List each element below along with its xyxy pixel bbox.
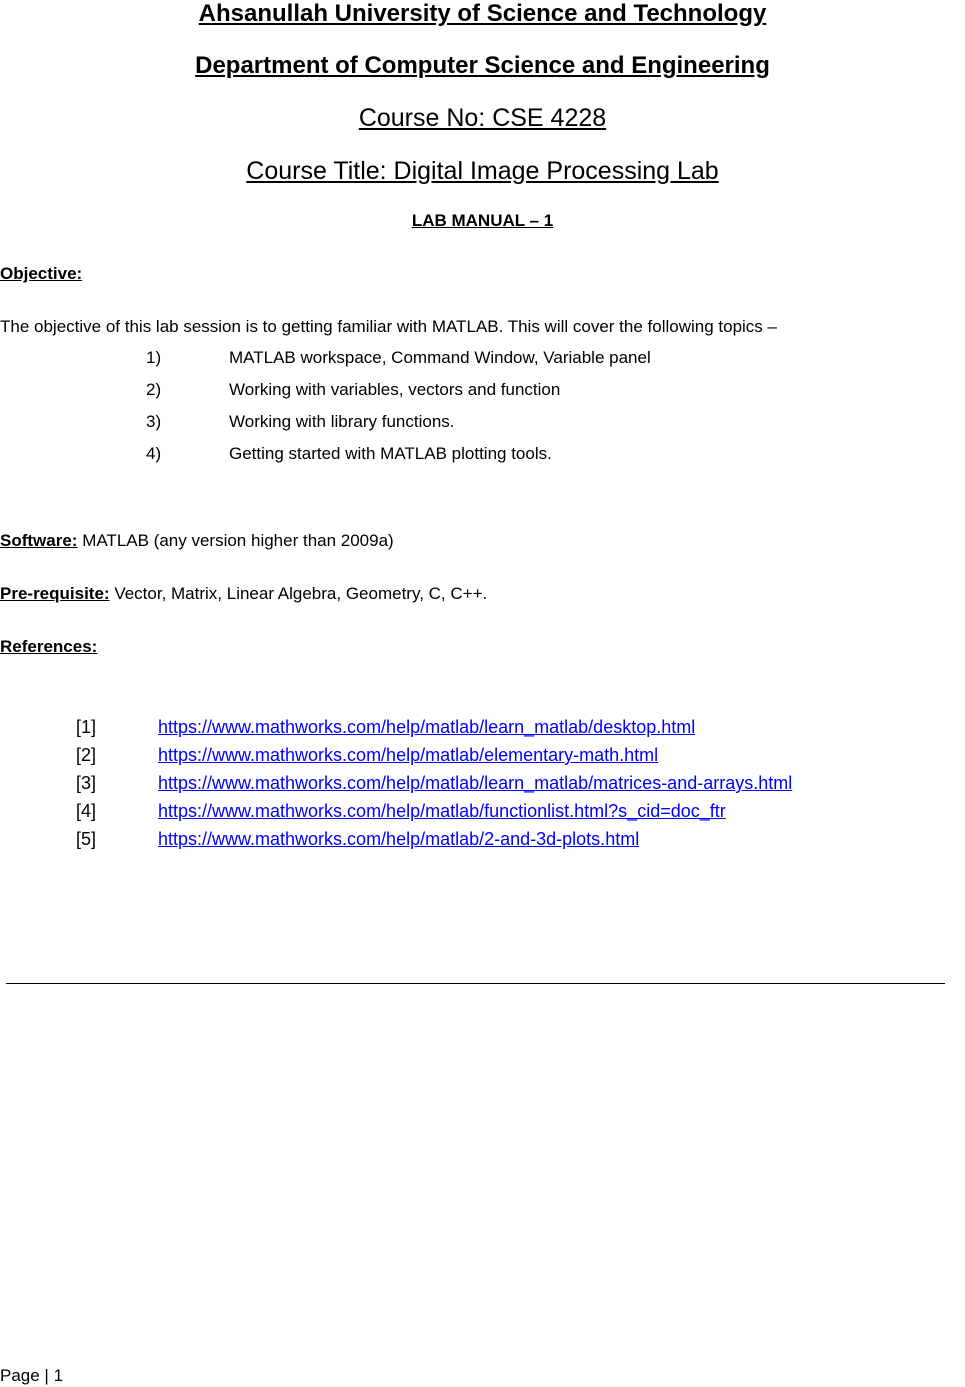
software-label: Software: — [0, 531, 78, 550]
topic-number: 1) — [146, 348, 162, 367]
topic-text: MATLAB workspace, Command Window, Variable panel — [229, 348, 651, 367]
reference-number: [5] — [76, 829, 97, 849]
course-number: Course No: CSE 4228 — [358, 104, 607, 132]
prerequisite-value: Vector, Matrix, Linear Algebra, Geometry, C, C++. — [109, 584, 488, 603]
page-number-footer: Page | 1 — [0, 1366, 64, 1385]
reference-item — [0, 716, 965, 740]
prerequisite-label: Pre-requisite: — [0, 584, 110, 603]
topic-text: Working with variables, vectors and function — [229, 380, 561, 399]
horizontal-separator — [6, 983, 945, 984]
university-title: Ahsanullah University of Science and Technology — [198, 0, 767, 27]
topic-text: Working with library functions. — [229, 412, 455, 431]
reference-item — [0, 744, 965, 768]
topic-item — [0, 380, 965, 402]
software-line — [0, 531, 394, 551]
software-value: MATLAB (any version higher than 2009a) — [77, 531, 394, 550]
references-heading: References: — [0, 637, 98, 656]
reference-number: [2] — [76, 745, 97, 765]
reference-item — [0, 828, 965, 852]
reference-number: [4] — [76, 801, 97, 821]
reference-item — [0, 800, 965, 824]
reference-item — [0, 772, 965, 796]
objective-text: The objective of this lab session is to getting familiar with MATLAB. This will cover the following topics – — [0, 317, 777, 336]
topic-item — [0, 348, 965, 370]
topic-number: 3) — [146, 412, 162, 431]
topic-item — [0, 444, 965, 466]
reference-link[interactable]: https://www.mathworks.com/help/matlab/elementary-math.html — [158, 745, 659, 765]
objective-heading: Objective: — [0, 264, 83, 283]
lab-manual-title: LAB MANUAL – 1 — [411, 211, 554, 230]
course-title: Course Title: Digital Image Processing Lab — [246, 157, 719, 185]
topic-number: 2) — [146, 380, 162, 399]
topic-number: 4) — [146, 444, 162, 463]
reference-number: [3] — [76, 773, 97, 793]
reference-link[interactable]: https://www.mathworks.com/help/matlab/2-and-3d-plots.html — [158, 829, 640, 849]
reference-link[interactable]: https://www.mathworks.com/help/matlab/learn_matlab/matrices-and-arrays.html — [158, 773, 793, 793]
prerequisite-line — [0, 584, 487, 604]
reference-link[interactable]: https://www.mathworks.com/help/matlab/functionlist.html?s_cid=doc_ftr — [158, 801, 726, 821]
topic-item — [0, 412, 965, 434]
topic-text: Getting started with MATLAB plotting tools. — [229, 444, 552, 463]
reference-number: [1] — [76, 717, 97, 737]
department-title: Department of Computer Science and Engineering — [195, 52, 770, 79]
reference-link[interactable]: https://www.mathworks.com/help/matlab/learn_matlab/desktop.html — [158, 717, 696, 737]
